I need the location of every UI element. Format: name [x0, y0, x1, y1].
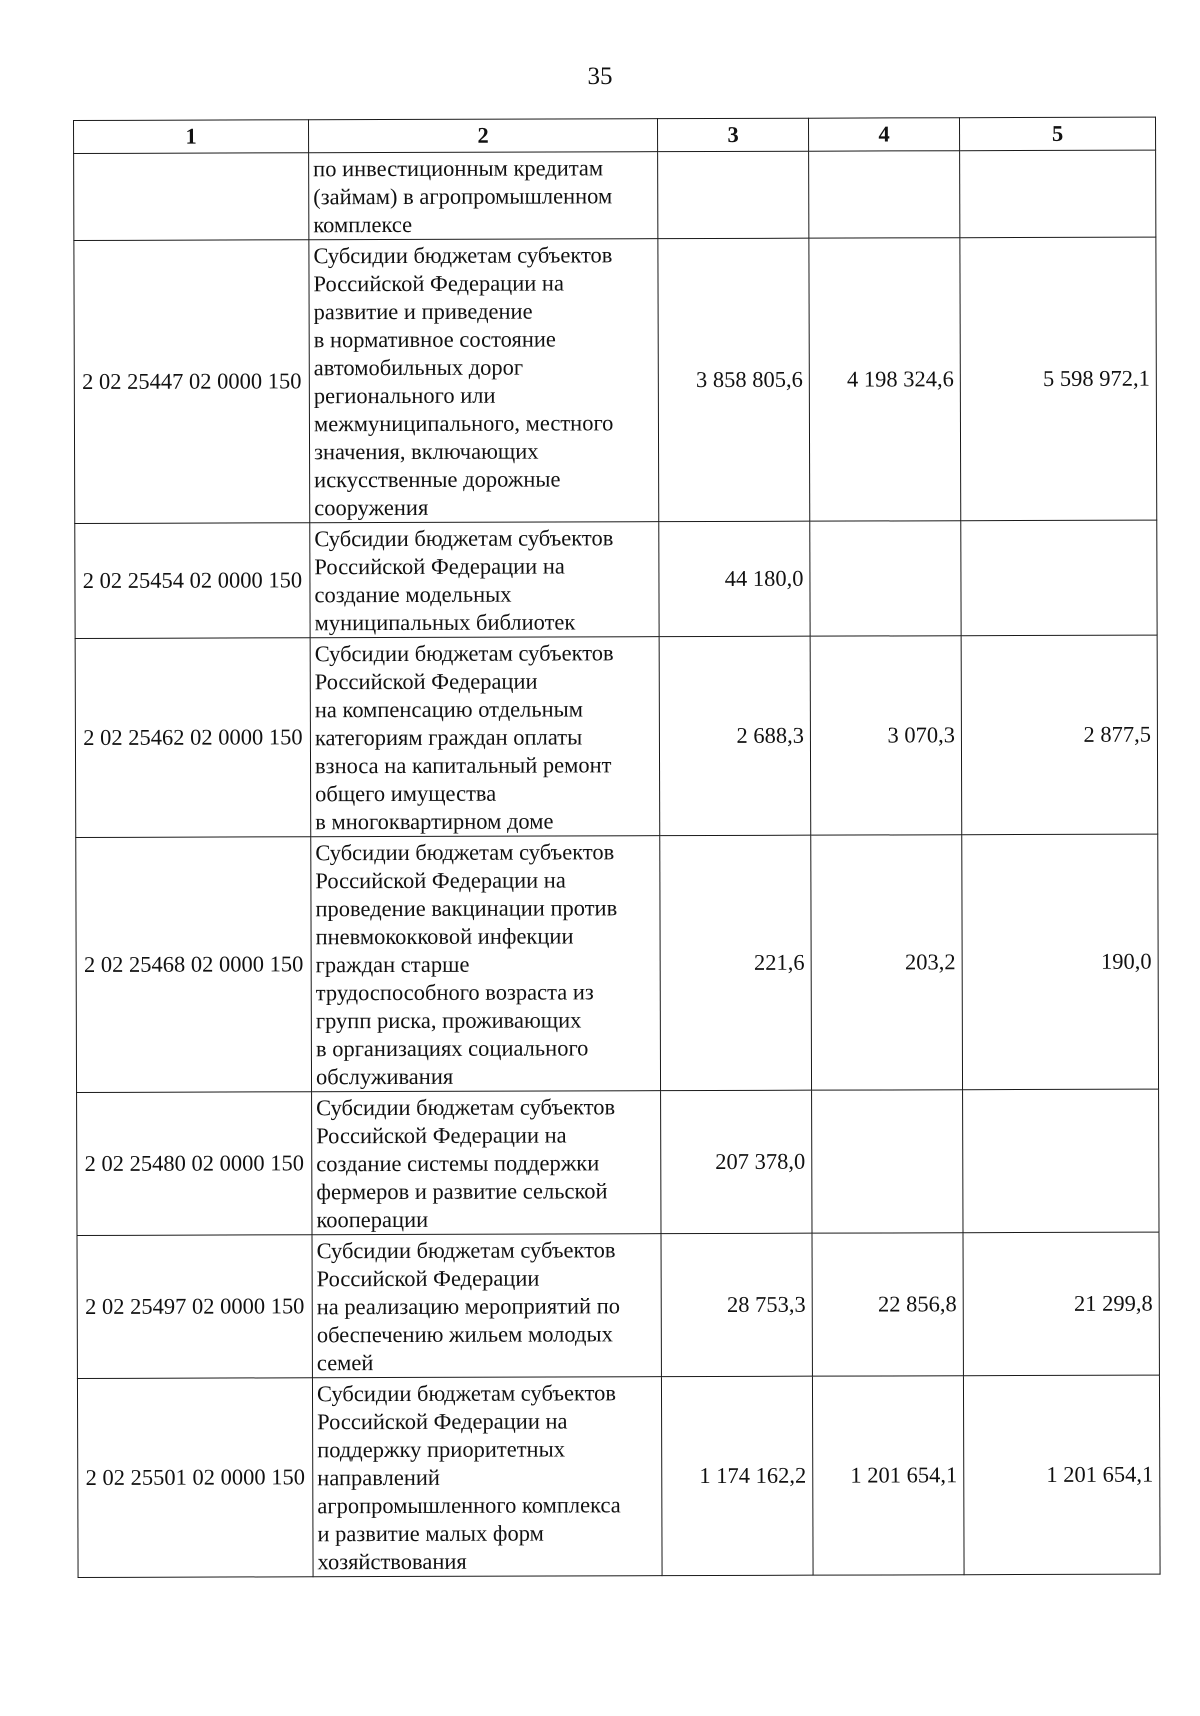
header-col-2: 2	[309, 119, 658, 153]
description-line: в нормативное состояние	[313, 326, 556, 353]
description-line: (займам) в агропромышленном	[313, 183, 613, 210]
description-line: Субсидии бюджетам субъектов	[314, 640, 614, 667]
amount-cell-col-5: 21 299,8	[963, 1232, 1159, 1376]
description-line: межмуниципального, местного	[313, 410, 614, 437]
page-number: 35	[587, 63, 613, 90]
description-line: на реализацию мероприятий по	[316, 1293, 621, 1320]
description-line: комплексе	[313, 211, 413, 238]
amount-cell-col-5: 1 201 654,1	[963, 1375, 1160, 1575]
description-line: сооружения	[314, 494, 429, 521]
amount-cell-col-4: 203,2	[811, 835, 963, 1090]
description-line: создание системы поддержки	[316, 1150, 600, 1177]
table-row	[75, 635, 1158, 837]
description-line: Российской Федерации на	[317, 1408, 568, 1435]
amount-cell-col-5	[963, 1089, 1159, 1233]
description-line: регионального или	[313, 382, 496, 409]
description-line: Российской Федерации	[316, 1265, 540, 1292]
description-line: Субсидии бюджетам субъектов	[316, 1237, 616, 1264]
description-line: Российской Федерации на	[313, 270, 564, 297]
description-cell	[310, 522, 659, 638]
description-line: создание модельных	[314, 581, 512, 608]
description-line: фермеров и развитие сельской	[316, 1178, 608, 1205]
description-line: Субсидии бюджетам субъектов	[316, 1094, 616, 1121]
description-line: значения, включающих	[314, 438, 539, 465]
amount-cell-col-5	[961, 520, 1157, 636]
budget-table	[73, 117, 1161, 1578]
description-line: пневмококковой инфекции	[315, 923, 574, 950]
description-cell	[309, 152, 658, 240]
amount-cell-col-4	[810, 521, 961, 636]
table-body	[74, 150, 1160, 1577]
description-line: поддержку приоритетных	[317, 1436, 565, 1463]
description-line: направлений	[317, 1464, 440, 1491]
description-cell	[312, 1234, 661, 1378]
amount-cell-col-3: 2 688,3	[659, 636, 811, 835]
description-line: обслуживания	[315, 1063, 454, 1090]
description-line: Российской Федерации на	[316, 1122, 567, 1149]
amount-cell-col-3: 44 180,0	[659, 521, 810, 636]
header-col-4: 4	[808, 118, 959, 151]
description-line: муниципальных библиотек	[314, 609, 576, 636]
budget-code-cell	[74, 153, 309, 241]
table-row	[75, 520, 1157, 638]
amount-cell-col-4: 3 070,3	[810, 636, 962, 835]
amount-cell-col-4	[809, 151, 960, 238]
description-line: в многоквартирном доме	[315, 808, 554, 835]
description-cell	[310, 637, 660, 837]
table-row	[76, 834, 1159, 1092]
amount-cell-col-3: 1 174 162,2	[661, 1376, 813, 1575]
description-cell	[312, 1377, 662, 1577]
amount-cell-col-5: 5 598 972,1	[960, 237, 1157, 521]
amount-cell-col-5: 2 877,5	[961, 635, 1158, 835]
budget-code-cell: 2 02 25480 02 0000 150	[77, 1092, 312, 1236]
description-line: общего имущества	[315, 780, 497, 807]
description-line: семей	[316, 1350, 374, 1376]
description-line: трудоспособного возраста из	[315, 979, 594, 1006]
amount-cell-col-3: 207 378,0	[661, 1090, 812, 1233]
description-line: категориям граждан оплаты	[314, 724, 583, 751]
amount-cell-col-4	[812, 1090, 963, 1233]
description-line: в организациях социального	[315, 1035, 589, 1062]
budget-code-cell: 2 02 25501 02 0000 150	[77, 1378, 313, 1578]
header-col-3: 3	[657, 118, 808, 151]
description-line: Российской Федерации	[314, 668, 538, 695]
description-line: автомобильных дорог	[313, 354, 524, 381]
description-line: искусственные дорожные	[314, 466, 561, 493]
description-line: проведение вакцинации против	[315, 895, 618, 922]
budget-code-cell: 2 02 25454 02 0000 150	[75, 523, 310, 639]
amount-cell-col-4: 22 856,8	[812, 1233, 963, 1376]
budget-code-cell: 2 02 25468 02 0000 150	[76, 837, 312, 1093]
description-line: Субсидии бюджетам субъектов	[314, 525, 614, 552]
description-line: Субсидии бюджетам субъектов	[316, 1380, 617, 1407]
description-line: взноса на капитальный ремонт	[314, 752, 612, 779]
description-line: граждан старше	[315, 951, 470, 978]
amount-cell-col-3: 3 858 805,6	[658, 238, 810, 521]
description-line: Российской Федерации на	[314, 553, 565, 580]
budget-code-cell: 2 02 25497 02 0000 150	[77, 1235, 312, 1379]
amount-cell-col-5	[960, 150, 1156, 238]
table-row	[74, 150, 1156, 240]
description-line: кооперации	[316, 1206, 429, 1233]
table-row	[74, 237, 1157, 523]
description-line: по инвестиционным кредитам	[313, 155, 604, 182]
description-line: обеспечению жильем молодых	[316, 1321, 613, 1348]
description-cell	[311, 836, 661, 1092]
description-cell	[312, 1091, 661, 1235]
description-line: групп риска, проживающих	[315, 1007, 582, 1034]
amount-cell-col-3: 221,6	[660, 835, 812, 1090]
amount-cell-col-5: 190,0	[962, 834, 1159, 1090]
header-col-1: 1	[74, 120, 309, 154]
description-line: Российской Федерации на	[315, 867, 566, 894]
description-line: Субсидии бюджетам субъектов	[315, 839, 615, 866]
description-line: Субсидии бюджетам субъектов	[313, 242, 613, 269]
description-line: на компенсацию отдельным	[314, 696, 584, 723]
amount-cell-col-4: 4 198 324,6	[809, 238, 961, 521]
budget-code-cell: 2 02 25447 02 0000 150	[74, 240, 310, 524]
table-row	[77, 1232, 1159, 1378]
amount-cell-col-3: 28 753,3	[661, 1233, 812, 1376]
header-col-5: 5	[959, 117, 1155, 151]
budget-code-cell: 2 02 25462 02 0000 150	[75, 638, 311, 838]
description-line: агропромышленного комплекса	[317, 1492, 621, 1519]
description-line: и развитие малых форм	[317, 1520, 544, 1547]
amount-cell-col-3	[658, 151, 809, 238]
header-row	[74, 117, 1156, 153]
amount-cell-col-4: 1 201 654,1	[812, 1376, 964, 1575]
table-row	[77, 1375, 1160, 1577]
description-cell	[309, 239, 659, 523]
description-line: развитие и приведение	[313, 298, 533, 325]
table-row	[77, 1089, 1159, 1235]
description-line: хозяйствования	[317, 1548, 467, 1575]
